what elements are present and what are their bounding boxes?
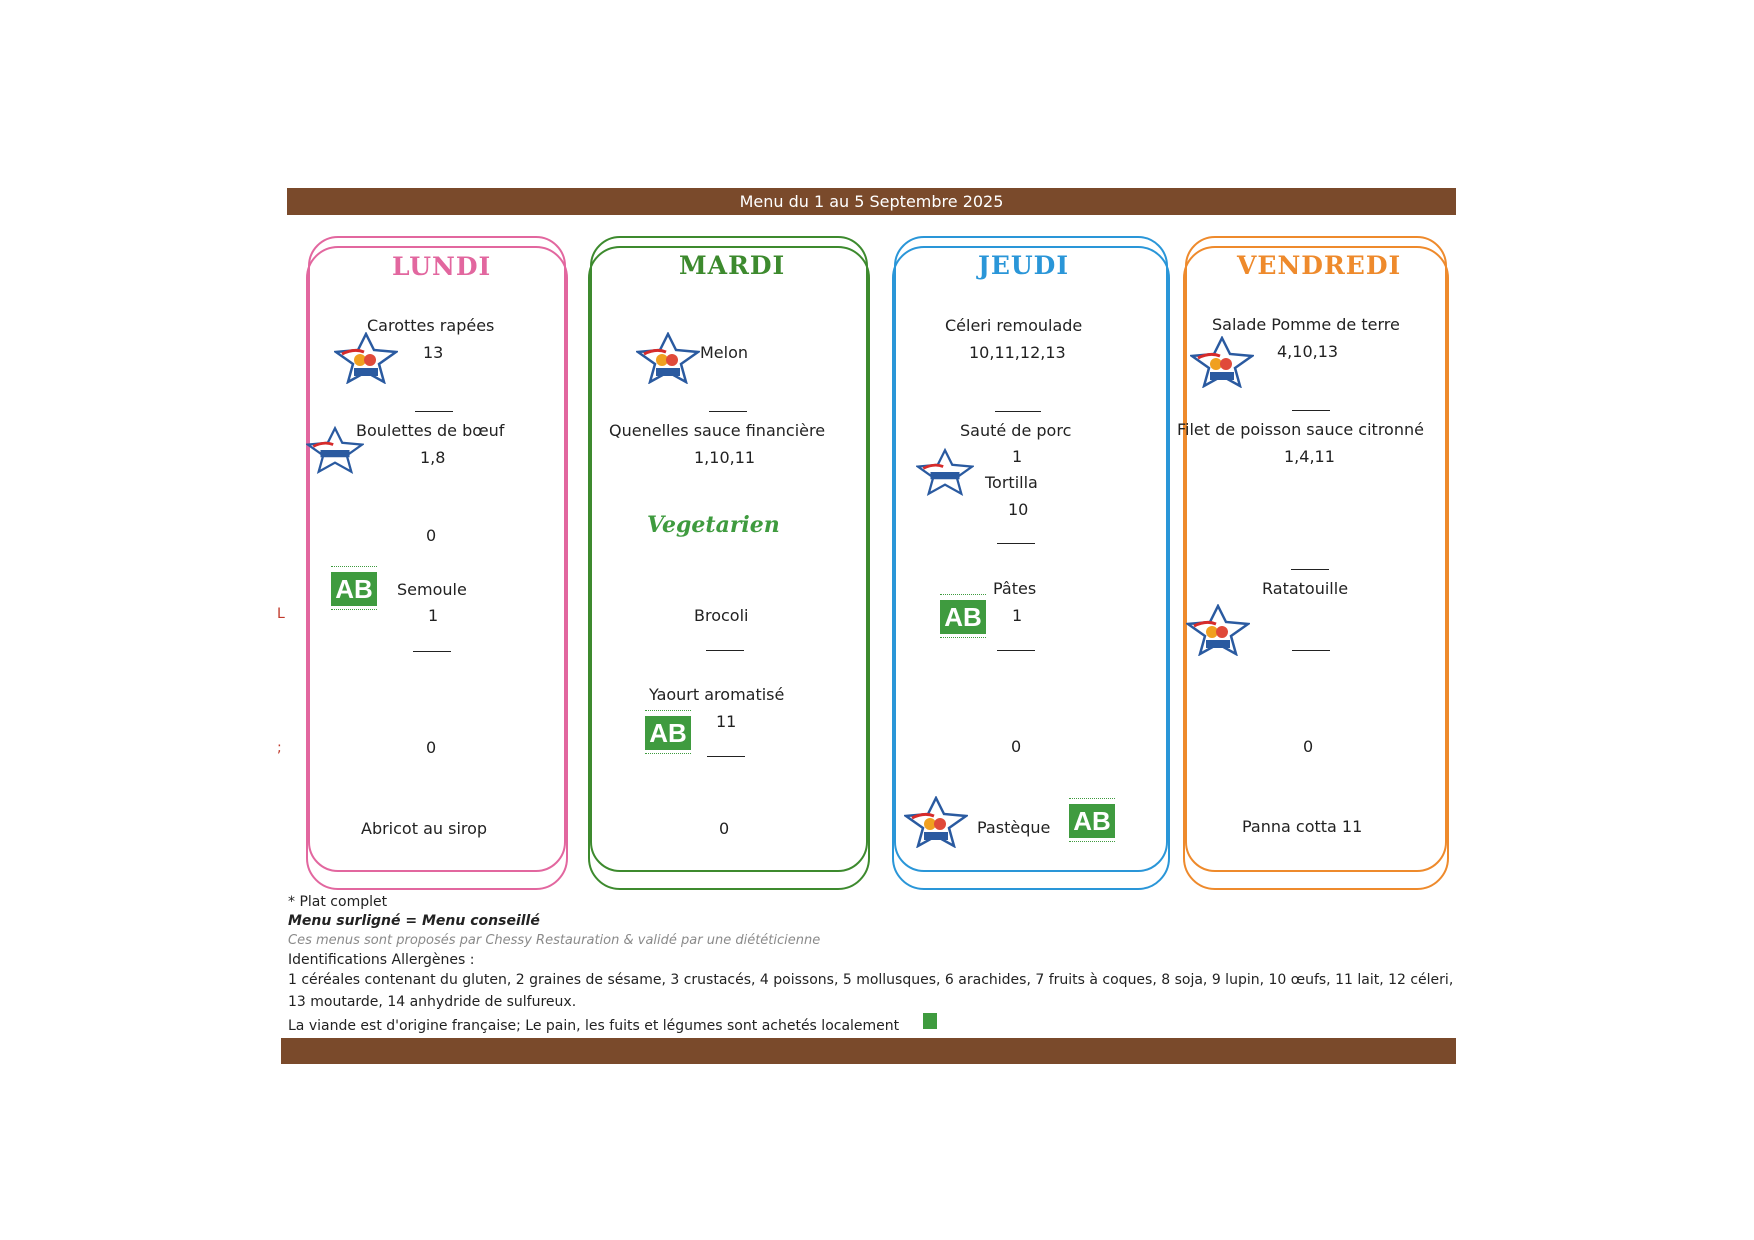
separator	[995, 411, 1041, 412]
menu-item-zero: 0	[719, 819, 730, 838]
menu-item: Melon	[700, 343, 749, 362]
day-title-lundi: LUNDI	[392, 252, 492, 281]
menu-item: Semoule	[397, 580, 467, 599]
separator	[415, 411, 453, 412]
margin-mark: L	[277, 606, 285, 622]
separator	[997, 650, 1035, 651]
separator	[413, 651, 451, 652]
allergens: 4,10,13	[1277, 342, 1339, 361]
allergens: 1	[1012, 447, 1023, 466]
ab-bio-icon: AB	[1069, 797, 1115, 847]
day-title-vendredi: VENDREDI	[1237, 251, 1402, 280]
menu-item: Pastèque	[977, 818, 1051, 837]
menu-item: Abricot au sirop	[361, 819, 488, 838]
fruits-legumes-de-france-icon	[1186, 604, 1250, 656]
menu-item-zero: 0	[1011, 737, 1022, 756]
menu-item: Boulettes de bœuf	[356, 421, 505, 440]
menu-item: Panna cotta 11	[1242, 817, 1363, 836]
separator	[1292, 410, 1330, 411]
provider-note: Ces menus sont proposés par Chessy Restauration & validé par une diététicienne	[288, 933, 821, 948]
fruits-legumes-de-france-icon	[636, 332, 700, 384]
plat-complet-note: * Plat complet	[288, 894, 388, 910]
allergen-title: Identifications Allergènes :	[288, 952, 475, 968]
menu-item: Filet de poisson sauce citronné	[1177, 420, 1424, 439]
vegetarien-logo: Vegetarien	[647, 512, 780, 538]
ab-bio-small-icon	[923, 1013, 937, 1029]
menu-item: Salade Pomme de terre	[1212, 315, 1400, 334]
origin-note: La viande est d'origine française; Le pain, les fuits et légumes sont achetés localement	[288, 1018, 900, 1034]
title-bar	[287, 188, 1456, 215]
fruits-legumes-de-france-icon	[334, 332, 398, 384]
day-title-mardi: MARDI	[679, 251, 786, 280]
menu-item: Céleri remoulade	[945, 316, 1083, 335]
menu-item: Tortilla	[985, 473, 1038, 492]
allergens: 1,8	[420, 448, 446, 467]
menu-item: Sauté de porc	[960, 421, 1072, 440]
allergens: 10	[1008, 500, 1029, 519]
separator	[707, 756, 745, 757]
margin-mark: ;	[277, 740, 282, 756]
allergens: 10,11,12,13	[969, 343, 1066, 362]
menu-item-zero: 0	[426, 526, 437, 545]
allergen-list-2: 13 moutarde, 14 anhydride de sulfureux.	[288, 994, 577, 1010]
allergens: 1	[1012, 606, 1023, 625]
allergens: 1	[428, 606, 439, 625]
card-mardi	[590, 236, 868, 872]
menu-item: Yaourt aromatisé	[649, 685, 785, 704]
separator	[1291, 569, 1329, 570]
menu-item: Ratatouille	[1262, 579, 1349, 598]
separator	[709, 411, 747, 412]
separator	[706, 650, 744, 651]
allergens: 13	[423, 343, 444, 362]
menu-item: Carottes rapées	[367, 316, 495, 335]
viandes-de-france-icon	[916, 446, 974, 498]
menu-conseille-note: Menu surligné = Menu conseillé	[288, 913, 540, 929]
separator	[1292, 650, 1330, 651]
allergen-list-1: 1 céréales contenant du gluten, 2 graines de sésame, 3 crustacés, 4 poissons, 5 mollusques, 6 arachides, 7 fruits à coques, 8 soja, 9 lupin, 10 œufs, 11 lait, 12 céleri,	[288, 972, 1454, 988]
ab-bio-icon: AB	[331, 565, 377, 615]
fruits-legumes-de-france-icon	[904, 796, 968, 848]
separator	[997, 543, 1035, 544]
menu-item-zero: 0	[426, 738, 437, 757]
allergens: 1,10,11	[694, 448, 756, 467]
fruits-legumes-de-france-icon	[1190, 336, 1254, 388]
ab-bio-icon: AB	[940, 593, 986, 643]
menu-item-zero: 0	[1303, 737, 1314, 756]
menu-title: Menu du 1 au 5 Septembre 2025	[739, 192, 1004, 211]
day-title-jeudi: JEUDI	[978, 251, 1070, 280]
bottom-bar	[281, 1038, 1456, 1064]
menu-item: Pâtes	[993, 579, 1037, 598]
menu-item: Brocoli	[694, 606, 749, 625]
allergens: 1,4,11	[1284, 447, 1335, 466]
ab-bio-icon: AB	[645, 709, 691, 759]
menu-item: Quenelles sauce financière	[609, 421, 826, 440]
allergens: 11	[716, 712, 737, 731]
